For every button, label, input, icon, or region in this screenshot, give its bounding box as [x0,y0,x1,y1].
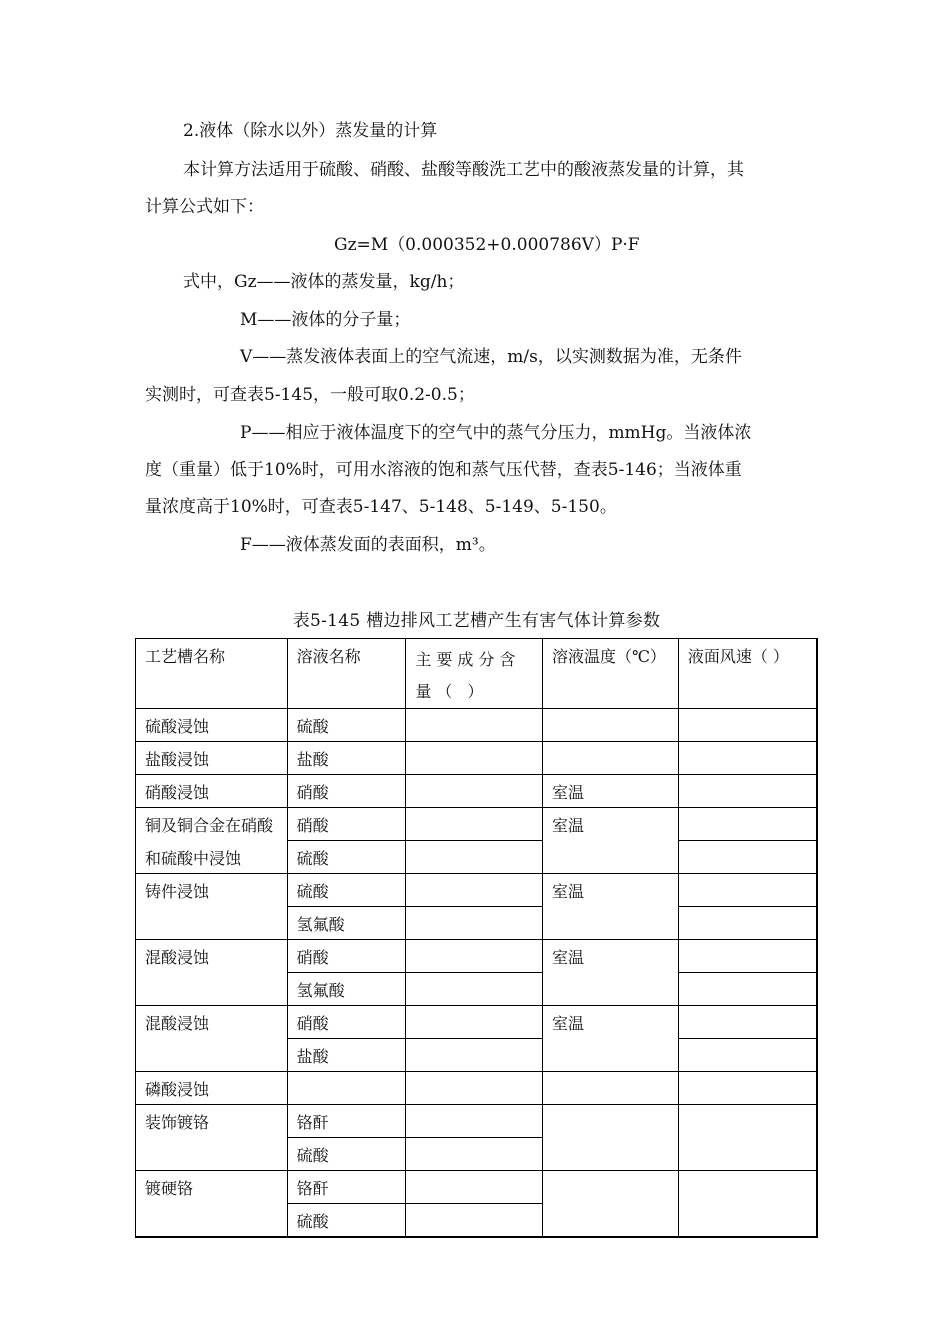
body-paragraph-line: 计算公式如下： [145,197,264,217]
table-caption: 表5-145 槽边排风工艺槽产生有害气体计算参数 [292,611,661,631]
header-cell: 工艺槽名称 [136,639,288,709]
table-cell [406,1171,543,1204]
table-row [136,1105,818,1138]
definition-line: M——液体的分子量； [240,310,411,330]
table-cell: 硝酸 [287,775,406,808]
table-cell: 装饰镀铬 [136,1105,288,1171]
formula: Gz=M（0.000352+0.000786V）P·F [334,235,640,255]
table-cell [678,1039,817,1072]
definition-line: V——蒸发液体表面上的空气流速，m/s，以实测数据为准，无条件 [240,347,742,367]
table-row [136,709,818,742]
table-cell [678,808,817,841]
table-cell: 氢氟酸 [287,973,406,1006]
table-cell: 硫酸 [287,709,406,742]
definition-line: 实测时，可查表5-145，一般可取0.2-0.5； [145,385,475,405]
table-cell [678,1105,817,1171]
table-cell [406,874,543,907]
body-paragraph-line: 本计算方法适用于硫酸、硝酸、盐酸等酸洗工艺中的酸液蒸发量的计算，其 [183,160,744,180]
table-row [136,874,818,907]
table-cell: 室温 [543,808,679,874]
table-cell [406,907,543,940]
table-cell [406,973,543,1006]
table-row [136,1006,818,1039]
table-cell [543,1105,679,1171]
table-cell: 室温 [543,1006,679,1072]
table-cell [678,841,817,874]
table-cell [543,742,679,775]
definition-line: 式中，Gz——液体的蒸发量，kg/h； [183,272,465,292]
table-cell [543,1171,679,1237]
table-cell: 和硫酸中浸蚀 [136,841,288,874]
table-cell: 室温 [543,940,679,1006]
table-row [136,940,818,973]
table-cell [678,1006,817,1039]
definition-line: P——相应于液体温度下的空气中的蒸气分压力，mmHg。当液体浓 [240,423,752,443]
table-cell [406,1072,543,1105]
definition-line: 量浓度高于10%时，可查表5-147、5-148、5-149、5-150。 [145,497,617,517]
table-cell: 混酸浸蚀 [136,1006,288,1072]
table-header-row [136,639,818,709]
table-cell [406,709,543,742]
table-cell [678,1072,817,1105]
header-cell: 液面风速（ ） [678,639,817,709]
table-cell [678,775,817,808]
table-cell: 铬酐 [287,1105,406,1138]
table-cell: 硝酸 [287,940,406,973]
table-cell: 硫酸浸蚀 [136,709,288,742]
table-cell [543,709,679,742]
table-row [136,1171,818,1204]
table-row [136,775,818,808]
table-cell: 室温 [543,775,679,808]
table-cell: 盐酸 [287,1039,406,1072]
table-row [136,841,818,874]
table-cell [678,1171,817,1237]
definition-line: F——液体蒸发面的表面积，m³。 [240,535,496,555]
table-cell: 硫酸 [287,1204,406,1237]
table-row [136,742,818,775]
table-cell: 磷酸浸蚀 [136,1072,288,1105]
table-cell: 硝酸 [287,1006,406,1039]
table-cell [678,742,817,775]
table-row [136,808,818,841]
table-cell: 硝酸浸蚀 [136,775,288,808]
table-cell [406,1105,543,1138]
table-cell: 镀硬铬 [136,1171,288,1237]
table-cell [406,1138,543,1171]
table-cell: 铬酐 [287,1171,406,1204]
table-cell [406,742,543,775]
table-cell [678,940,817,973]
table-cell: 硫酸 [287,841,406,874]
table-cell [406,841,543,874]
table-cell: 盐酸浸蚀 [136,742,288,775]
table-cell: 混酸浸蚀 [136,940,288,1006]
table-cell [678,709,817,742]
table-cell [406,808,543,841]
table-cell [678,973,817,1006]
parameter-table [135,638,818,1238]
table-cell: 盐酸 [287,742,406,775]
table-cell [406,940,543,973]
table-cell: 硫酸 [287,874,406,907]
table-cell [406,1204,543,1237]
header-cell: 主要成分含量（ ） [406,639,543,709]
table-cell [287,1072,406,1105]
table-cell: 硝酸 [287,808,406,841]
table-cell [678,907,817,940]
table-cell: 铸件浸蚀 [136,874,288,940]
table-cell [678,874,817,907]
header-cell: 溶液名称 [287,639,406,709]
table-cell: 氢氟酸 [287,907,406,940]
table-cell: 室温 [543,874,679,940]
table-row [136,1072,818,1105]
table-cell [406,1039,543,1072]
section-heading: 2.液体（除水以外）蒸发量的计算 [183,121,438,141]
definition-line: 度（重量）低于10%时，可用水溶液的饱和蒸气压代替，查表5-146；当液体重 [145,460,742,480]
table-cell: 铜及铜合金在硝酸 [136,808,288,841]
table-cell: 硫酸 [287,1138,406,1171]
table-cell [406,1006,543,1039]
header-cell: 溶液温度（℃） [543,639,679,709]
table-cell [406,775,543,808]
table-cell [543,1072,679,1105]
